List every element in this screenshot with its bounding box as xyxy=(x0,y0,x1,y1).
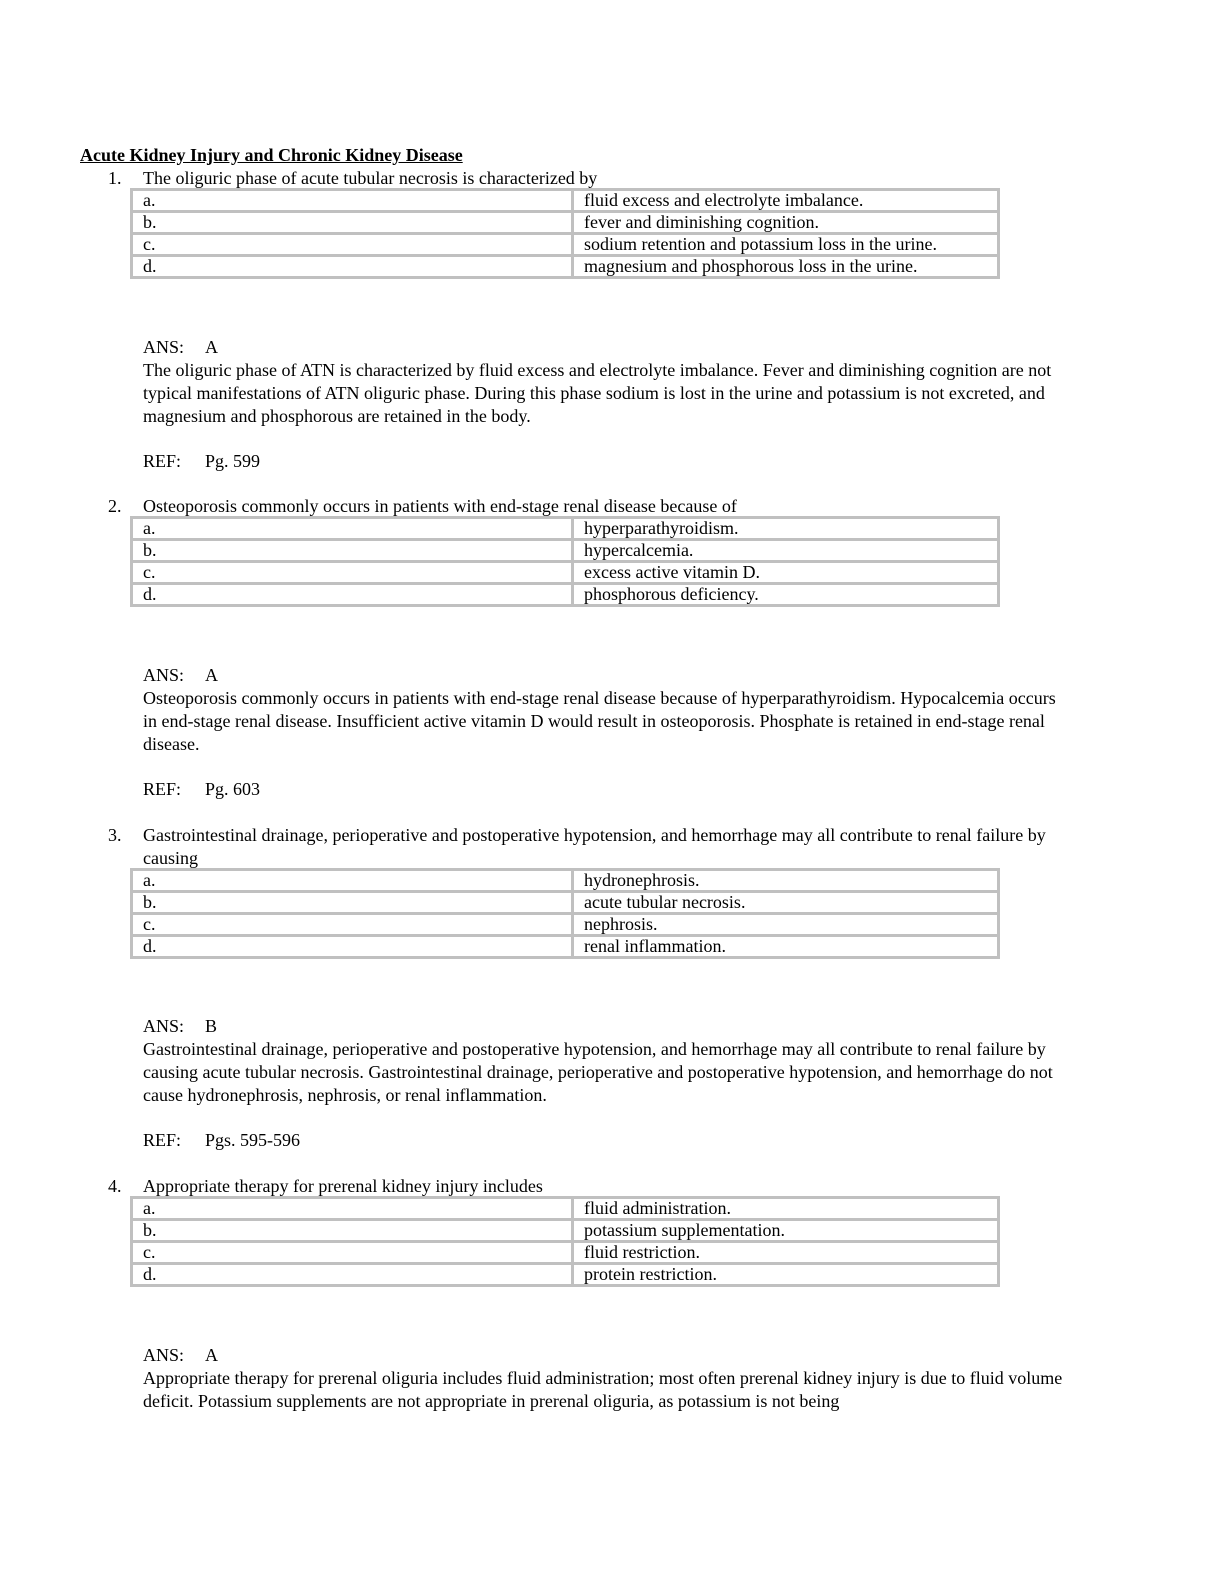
options-table xyxy=(130,1196,1000,1287)
question-stem: Appropriate therapy for prerenal kidney injury includes xyxy=(143,1176,543,1196)
option-text: protein restriction. xyxy=(573,1264,999,1286)
question-number: 4. xyxy=(108,1176,122,1196)
option-row xyxy=(132,1198,999,1220)
rationale: Gastrointestinal drainage, perioperative and postoperative hypotension, and hemorrhage may all contribute to renal failure by causing acute tubular necrosis. Gastrointestinal drainage, perioperative and postoperative hypotension, and hemorrhage do not cause hydronephrosis, nephrosis, or renal inflammation. xyxy=(143,1039,1053,1105)
option-text: potassium supplementation. xyxy=(573,1220,999,1242)
option-row xyxy=(132,936,999,958)
reference-value: Pgs. 595-596 xyxy=(205,1130,301,1150)
answer-value: A xyxy=(205,337,218,357)
option-letter: a. xyxy=(132,190,573,212)
answer-line xyxy=(143,1344,1073,1367)
option-letter: b. xyxy=(132,212,573,234)
option-text: sodium retention and potassium loss in the urine. xyxy=(573,234,999,256)
option-text: excess active vitamin D. xyxy=(573,562,999,584)
option-text: renal inflammation. xyxy=(573,936,999,958)
option-text: magnesium and phosphorous loss in the urine. xyxy=(573,256,999,278)
question-stem: Gastrointestinal drainage, perioperative and postoperative hypotension, and hemorrhage may all contribute to renal failure by causing xyxy=(143,825,1046,868)
option-letter: a. xyxy=(132,870,573,892)
option-letter: a. xyxy=(132,1198,573,1220)
option-letter: b. xyxy=(132,1220,573,1242)
option-text: phosphorous deficiency. xyxy=(573,584,999,606)
answer-label: ANS: xyxy=(143,1016,185,1036)
option-row xyxy=(132,234,999,256)
reference-label: REF: xyxy=(143,779,182,799)
reference-value: Pg. 599 xyxy=(205,451,261,471)
option-row xyxy=(132,914,999,936)
rationale: Appropriate therapy for prerenal oliguria includes fluid administration; most often prerenal kidney injury is due to fluid volume deficit. Potassium supplements are not appropriate in prerenal oliguria, as potassium is not being xyxy=(143,1368,1063,1411)
option-letter: b. xyxy=(132,892,573,914)
option-letter: d. xyxy=(132,1264,573,1286)
option-letter: a. xyxy=(132,518,573,540)
option-row xyxy=(132,540,999,562)
option-row xyxy=(132,212,999,234)
options-table xyxy=(130,188,1000,279)
rationale: The oliguric phase of ATN is characterized by fluid excess and electrolyte imbalance. Fever and diminishing cognition are not typical manifestations of ATN oliguric phase. During this phase sodium is lost in the urine and potassium is not excreted, and magnesium and phosphorous are retained in the body. xyxy=(143,360,1052,426)
option-row xyxy=(132,1264,999,1286)
option-letter: c. xyxy=(132,562,573,584)
reference-value: Pg. 603 xyxy=(205,779,261,799)
answer-label: ANS: xyxy=(143,337,185,357)
reference-line xyxy=(143,1129,1073,1152)
option-letter: b. xyxy=(132,540,573,562)
option-text: nephrosis. xyxy=(573,914,999,936)
option-row xyxy=(132,1220,999,1242)
answer-value: A xyxy=(205,1345,218,1365)
question-number: 3. xyxy=(108,825,122,845)
answer-label: ANS: xyxy=(143,1345,185,1365)
reference-label: REF: xyxy=(143,1130,182,1150)
answer-value: A xyxy=(205,665,218,685)
option-text: fluid administration. xyxy=(573,1198,999,1220)
reference-line xyxy=(143,450,1073,473)
option-letter: d. xyxy=(132,584,573,606)
rationale: Osteoporosis commonly occurs in patients with end-stage renal disease because of hyperparathyroidism. Hypocalcemia occurs in end-stage renal disease. Insufficient active vitamin D would result in osteoporosis. Phosphate is retained in end-stage renal disease. xyxy=(143,688,1056,754)
reference-label: REF: xyxy=(143,451,182,471)
option-text: hydronephrosis. xyxy=(573,870,999,892)
option-row xyxy=(132,1242,999,1264)
answer-label: ANS: xyxy=(143,665,185,685)
answer-line xyxy=(143,1015,1073,1038)
reference-line xyxy=(143,778,1073,801)
answer-line xyxy=(143,664,1073,687)
option-text: fluid restriction. xyxy=(573,1242,999,1264)
option-row xyxy=(132,562,999,584)
option-row xyxy=(132,870,999,892)
option-letter: c. xyxy=(132,914,573,936)
option-text: fluid excess and electrolyte imbalance. xyxy=(573,190,999,212)
answer-line xyxy=(143,336,1073,359)
option-row xyxy=(132,518,999,540)
option-letter: d. xyxy=(132,936,573,958)
question-stem: Osteoporosis commonly occurs in patients with end-stage renal disease because of xyxy=(143,496,737,516)
options-table xyxy=(130,516,1000,607)
question-number: 1. xyxy=(108,168,122,188)
option-letter: c. xyxy=(132,234,573,256)
question-stem: The oliguric phase of acute tubular necrosis is characterized by xyxy=(143,168,598,188)
option-letter: d. xyxy=(132,256,573,278)
option-text: hyperparathyroidism. xyxy=(573,518,999,540)
option-text: hypercalcemia. xyxy=(573,540,999,562)
section-heading: Acute Kidney Injury and Chronic Kidney Disease xyxy=(80,145,463,165)
option-text: acute tubular necrosis. xyxy=(573,892,999,914)
option-row xyxy=(132,256,999,278)
option-row xyxy=(132,584,999,606)
option-row xyxy=(132,892,999,914)
question-number: 2. xyxy=(108,496,122,516)
option-row xyxy=(132,190,999,212)
option-text: fever and diminishing cognition. xyxy=(573,212,999,234)
option-letter: c. xyxy=(132,1242,573,1264)
answer-value: B xyxy=(205,1016,218,1036)
options-table xyxy=(130,868,1000,959)
